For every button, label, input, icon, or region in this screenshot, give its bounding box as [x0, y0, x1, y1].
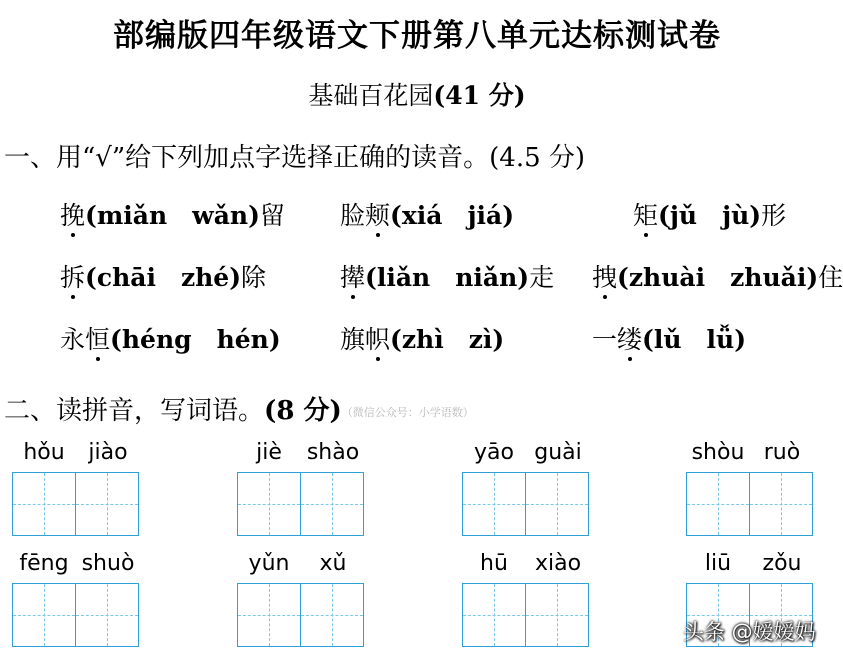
writing-grid: [12, 472, 140, 536]
q1-item: [592, 258, 843, 294]
dotted-char: 撵: [340, 258, 365, 294]
dotted-char: 拆: [60, 258, 85, 294]
pinyin-options: (lǔ lǚ): [642, 325, 747, 354]
pinyin-syllable: jiào: [88, 440, 128, 465]
grid-cell[interactable]: [525, 583, 589, 647]
word-part: 留: [259, 201, 285, 230]
dotted-char: 颊: [365, 196, 390, 232]
writing-grid: [12, 583, 140, 647]
subtitle-score: (41 分): [433, 81, 526, 110]
q2-heading-text: 二、读拼音，写词语。: [4, 396, 265, 426]
q1-item: [60, 196, 285, 232]
writing-grid: [686, 472, 814, 536]
q1-item: [340, 196, 514, 232]
pinyin-syllable: hū: [480, 551, 508, 576]
grid-cell[interactable]: [12, 472, 76, 536]
dotted-char: 挽: [60, 196, 85, 232]
grid-cell[interactable]: [237, 583, 301, 647]
pinyin-syllable: xiào: [534, 551, 582, 576]
page-title: 部编版四年级语文下册第八单元达标测试卷: [113, 18, 721, 54]
dotted-char: 矩: [633, 196, 658, 232]
grid-cell[interactable]: [75, 472, 139, 536]
word-part: 除: [241, 263, 267, 292]
question-1-heading: 一、用“√”给下列加点字选择正确的读音。(4.5 分): [4, 143, 586, 173]
pinyin-syllable: fēng: [19, 551, 69, 576]
writing-grid: [237, 583, 365, 647]
pinyin-options: (jǔ jù): [658, 201, 762, 230]
pinyin-syllable: shuò: [81, 551, 135, 576]
q1-item: [592, 320, 746, 356]
dotted-char: 缕: [617, 320, 642, 356]
word-part: 旗: [340, 325, 366, 354]
pinyin-options: (zhuài zhuǎi): [617, 263, 819, 292]
word-part: 住: [818, 263, 843, 292]
grid-cell[interactable]: [749, 472, 813, 536]
pinyin-options: (zhì zì): [390, 325, 505, 354]
pinyin-syllable: hǒu: [23, 440, 65, 465]
q1-item: [340, 320, 504, 356]
dotted-char: 拽: [592, 258, 617, 294]
dotted-char: 帜: [365, 320, 390, 356]
grid-cell[interactable]: [525, 472, 589, 536]
word-part: 一: [592, 325, 618, 354]
pinyin-options: (xiá jiá): [390, 201, 515, 230]
pinyin-syllable: xǔ: [319, 551, 347, 576]
q2-score: (8 分): [264, 396, 342, 426]
grid-cell[interactable]: [75, 583, 139, 647]
q1-item: [60, 320, 281, 356]
section-subtitle: [0, 76, 834, 112]
writing-grid: [237, 472, 365, 536]
writing-grid: [462, 472, 590, 536]
grid-cell[interactable]: [237, 472, 301, 536]
q2-note: （微信公众号：小学语数）: [341, 406, 474, 419]
pinyin-syllable: zǒu: [762, 551, 802, 576]
question-2-heading: [4, 390, 474, 427]
pinyin-options: (miǎn wǎn): [85, 201, 260, 230]
grid-cell[interactable]: [12, 583, 76, 647]
pinyin-syllable: jiè: [256, 440, 282, 465]
pinyin-options: (héng hén): [110, 325, 281, 354]
grid-cell[interactable]: [462, 472, 526, 536]
q1-item: [633, 196, 786, 232]
pinyin-syllable: ruò: [763, 440, 801, 465]
pinyin-options: (liǎn niǎn): [365, 263, 530, 292]
grid-cell[interactable]: [300, 583, 364, 647]
grid-cell[interactable]: [462, 583, 526, 647]
pinyin-syllable: guài: [534, 440, 582, 465]
pinyin-options: (chāi zhé): [85, 263, 242, 292]
word-part: 形: [761, 201, 787, 230]
q1-item: [60, 258, 266, 294]
pinyin-syllable: shòu: [691, 440, 745, 465]
pinyin-syllable: yǔn: [248, 551, 290, 576]
pinyin-syllable: liū: [704, 551, 732, 576]
dotted-char: 恒: [85, 320, 110, 356]
grid-cell[interactable]: [300, 472, 364, 536]
watermark: 头条 @嫒嫒妈: [683, 620, 816, 644]
word-part: 走: [529, 263, 555, 292]
q1-item: [340, 258, 554, 294]
word-part: 永: [60, 325, 86, 354]
pinyin-syllable: yāo: [474, 440, 514, 465]
pinyin-syllable: shào: [306, 440, 360, 465]
word-part: 脸: [340, 201, 366, 230]
grid-cell[interactable]: [686, 472, 750, 536]
subtitle-text: 基础百花园: [308, 81, 434, 110]
writing-grid: [462, 583, 590, 647]
